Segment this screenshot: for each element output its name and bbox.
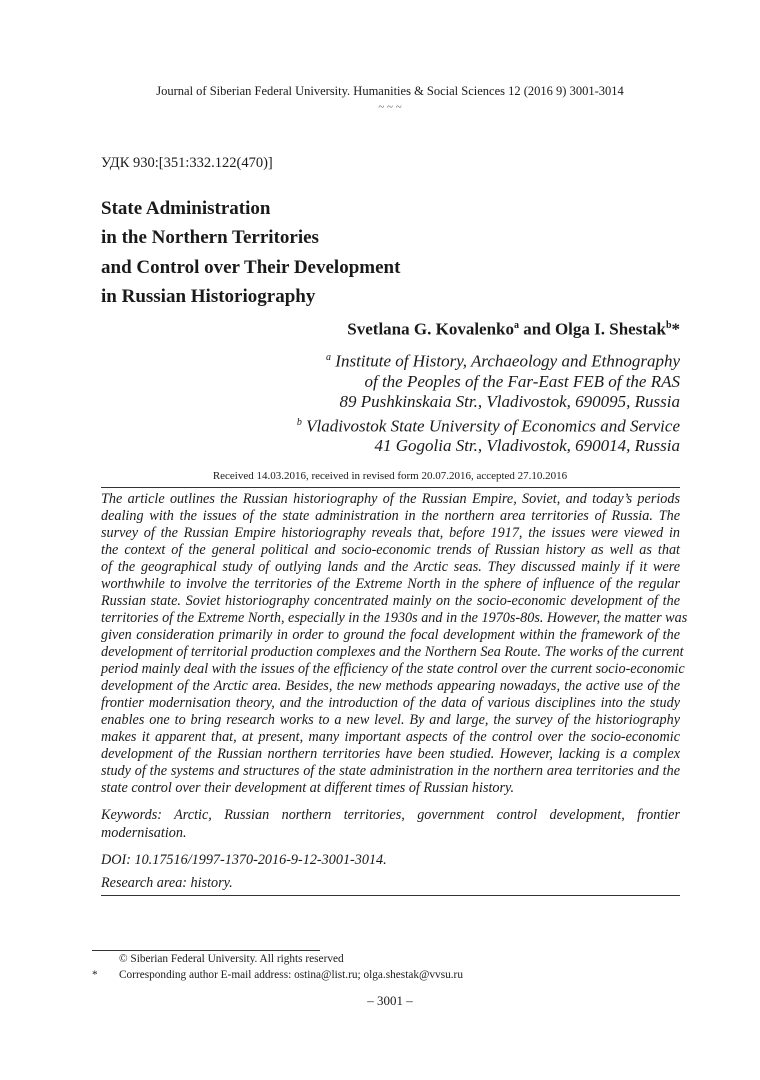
- footnote-corresponding: [92, 968, 463, 982]
- abstract-line: given consideration primarily in order to ground the focal development within the framework of the: [101, 627, 680, 643]
- abstract-line: Russian state. Soviet historiography concentrated mainly on the socio-economic development of the: [101, 593, 680, 609]
- affil-text: 89 Pushkinskaia Str., Vladivostok, 690095, Russia: [339, 392, 680, 412]
- abstract-line: development of the Arctic area. Besides, the new methods appearing nowadays, the active use of the: [101, 678, 680, 694]
- abstract-line: development of territorial production complexes and the Northern Sea Route. The works of the current: [101, 644, 684, 660]
- author-names: [297, 316, 680, 340]
- author-2: Olga I. Shestak: [554, 319, 666, 339]
- udk-code: УДК 930:[351:332.122(470)]: [101, 155, 273, 171]
- research-area: Research area: history.: [101, 875, 233, 891]
- doi: DOI: 10.17516/1997-1370-2016-9-12-3001-3014.: [101, 852, 387, 868]
- affil-mark: a: [326, 351, 332, 363]
- affil-text: Institute of History, Archaeology and Ethnography: [331, 351, 680, 371]
- abstract-line: study of the systems and structures of the state administration in the northern area territories and the: [101, 763, 680, 779]
- abstract-line: enables one to bring research works to a new level. By and large, the survey of the historiography: [101, 712, 680, 728]
- title-line: and Control over Their Development: [101, 256, 401, 278]
- affil-mark: b: [296, 416, 302, 428]
- abstract-line: of the geographical study of outlying lands and the Arctic seas. They discussed mainly if it were: [101, 559, 680, 575]
- abstract-line: worthwhile to involve the territories of the Extreme North in the sphere of influence of the regular: [101, 576, 680, 592]
- footnote-divider: [92, 950, 320, 951]
- divider: [101, 487, 680, 488]
- article-title: [101, 194, 400, 311]
- footnote-copyright: [92, 952, 344, 966]
- divider: [101, 895, 680, 896]
- abstract-line: frontier modernisation theory, and the introduction of the data of various disciplines into the study: [101, 695, 680, 711]
- affil-text: of the Peoples of the Far-East FEB of the RAS: [364, 371, 680, 391]
- corresponding-text: Corresponding author E-mail address: ostina@list.ru; olga.shestak@vvsu.ru: [119, 969, 463, 981]
- abstract-line: state control over their development at different times of Russian history.: [101, 780, 515, 796]
- abstract: [101, 491, 688, 797]
- keywords: Keywords: Arctic, Russian northern territories, government control development, frontier modernisation.: [101, 807, 680, 841]
- abstract-line: territories of the Extreme North, especially in the 1930s and in the 1970s-80s. However, the matter was: [101, 610, 688, 626]
- title-line: State Administration: [101, 198, 271, 219]
- affil-text: Vladivostok State University of Economics and Service: [301, 416, 680, 436]
- abstract-line: the context of the general political and socio-economic trends of Russian history as well as that: [101, 542, 680, 558]
- author-1: Svetlana G. Kovalenko: [347, 319, 515, 339]
- title-line: in Russian Historiography: [101, 285, 316, 307]
- title-line: in the Northern Territories: [101, 227, 319, 249]
- affiliation-line: [297, 348, 680, 372]
- abstract-line: survey of the Russian Empire historiography reveals that, before 1917, the issues were viewed in: [101, 525, 680, 541]
- affil-mark: a: [514, 320, 520, 331]
- abstract-line: makes it apparent that, at present, many important aspects of the control over the socio-economic: [101, 729, 680, 745]
- affil-mark: b: [665, 320, 672, 331]
- authors-block: [297, 316, 680, 457]
- page-number: – 3001 –: [367, 993, 413, 1008]
- affiliation-line: [297, 436, 680, 456]
- abstract-line: period mainly deal with the issues of the efficiency of the state control over the current socio-economic: [101, 661, 685, 677]
- abstract-line: The article outlines the Russian historiography of the Russian Empire, Soviet, and today’s periods: [101, 491, 680, 507]
- copyright-text: © Siberian Federal University. All rights reserved: [119, 953, 344, 965]
- header-ornament: ~ ~ ~: [378, 101, 402, 113]
- and-text: and: [519, 319, 555, 339]
- affiliation-line: [297, 372, 680, 392]
- received-dates: Received 14.03.2016, received in revised form 20.07.2016, accepted 27.10.2016: [212, 470, 568, 482]
- abstract-line: dealing with the issues of the state administration in the northern area territories of Russia. The: [101, 508, 680, 524]
- corresponding-mark: *: [671, 319, 680, 339]
- affiliation-line: [297, 392, 680, 412]
- affiliation-line: [297, 413, 680, 437]
- journal-header: Journal of Siberian Federal University. Humanities & Social Sciences 12 (2016 9) 3001-3014: [156, 84, 624, 98]
- affil-text: 41 Gogolia Str., Vladivostok, 690014, Russia: [374, 436, 680, 456]
- abstract-line: development of the Russian northern territories have been studied. However, lacking is a complex: [101, 746, 680, 762]
- footnote-mark: *: [92, 969, 98, 981]
